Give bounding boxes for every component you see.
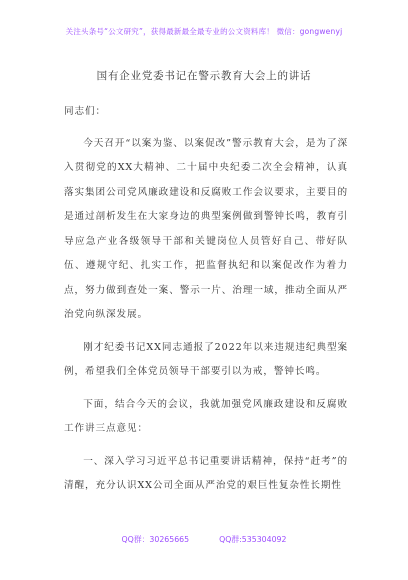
footer-qq-group-1: QQ群：30265665 [121, 535, 190, 544]
page-footer [0, 534, 408, 545]
page-header-banner: 关注头条号“公文研究”，获得最新最全最专业的公文资料库！ 微信：gongwenyj [65, 27, 343, 36]
paragraph-3: 下面，结合今天的会议，我就加强党风廉政建设和反腐败工作讲三点意见： [64, 398, 348, 434]
greeting: 同志们： [64, 106, 106, 117]
paragraph-2: 刚才纪委书记XX同志通报了2022年以来违规违纪典型案例，希望我们全体党员领导干部要引以为戒，警钟长鸣。 [64, 341, 348, 377]
paragraph-1: 今天召开“以案为鉴、以案促改”警示教育大会，是为了深入贯彻党的XX大精神、二十届中央纪委二次全会精神，认真落实集团公司党风廉政建设和反腐败工作会议要求，主要目的是通过剖析发生在大家身边的典型案例做到警钟长鸣，教育引导应急产业各级领导干部和关键岗位人员管好自己、带好队伍、遵规守纪、扎实工作，把监督执纪和以案促改作为着力点，努力做到查处一案、警示一片、治理一域，推动全面从严治党向纵深发展。 [64, 137, 348, 320]
document-title: 国有企业党委书记在警示教育大会上的讲话 [96, 70, 312, 82]
footer-qq-group-2: QQ群:535304092 [219, 535, 287, 544]
paragraph-4-heading: 一、深入学习习近平总书记重要讲话精神，保持“赶考”的清醒，充分认识XX公司全面从严治党的艰巨性复杂性长期性 [64, 455, 348, 491]
document-body [64, 100, 348, 507]
